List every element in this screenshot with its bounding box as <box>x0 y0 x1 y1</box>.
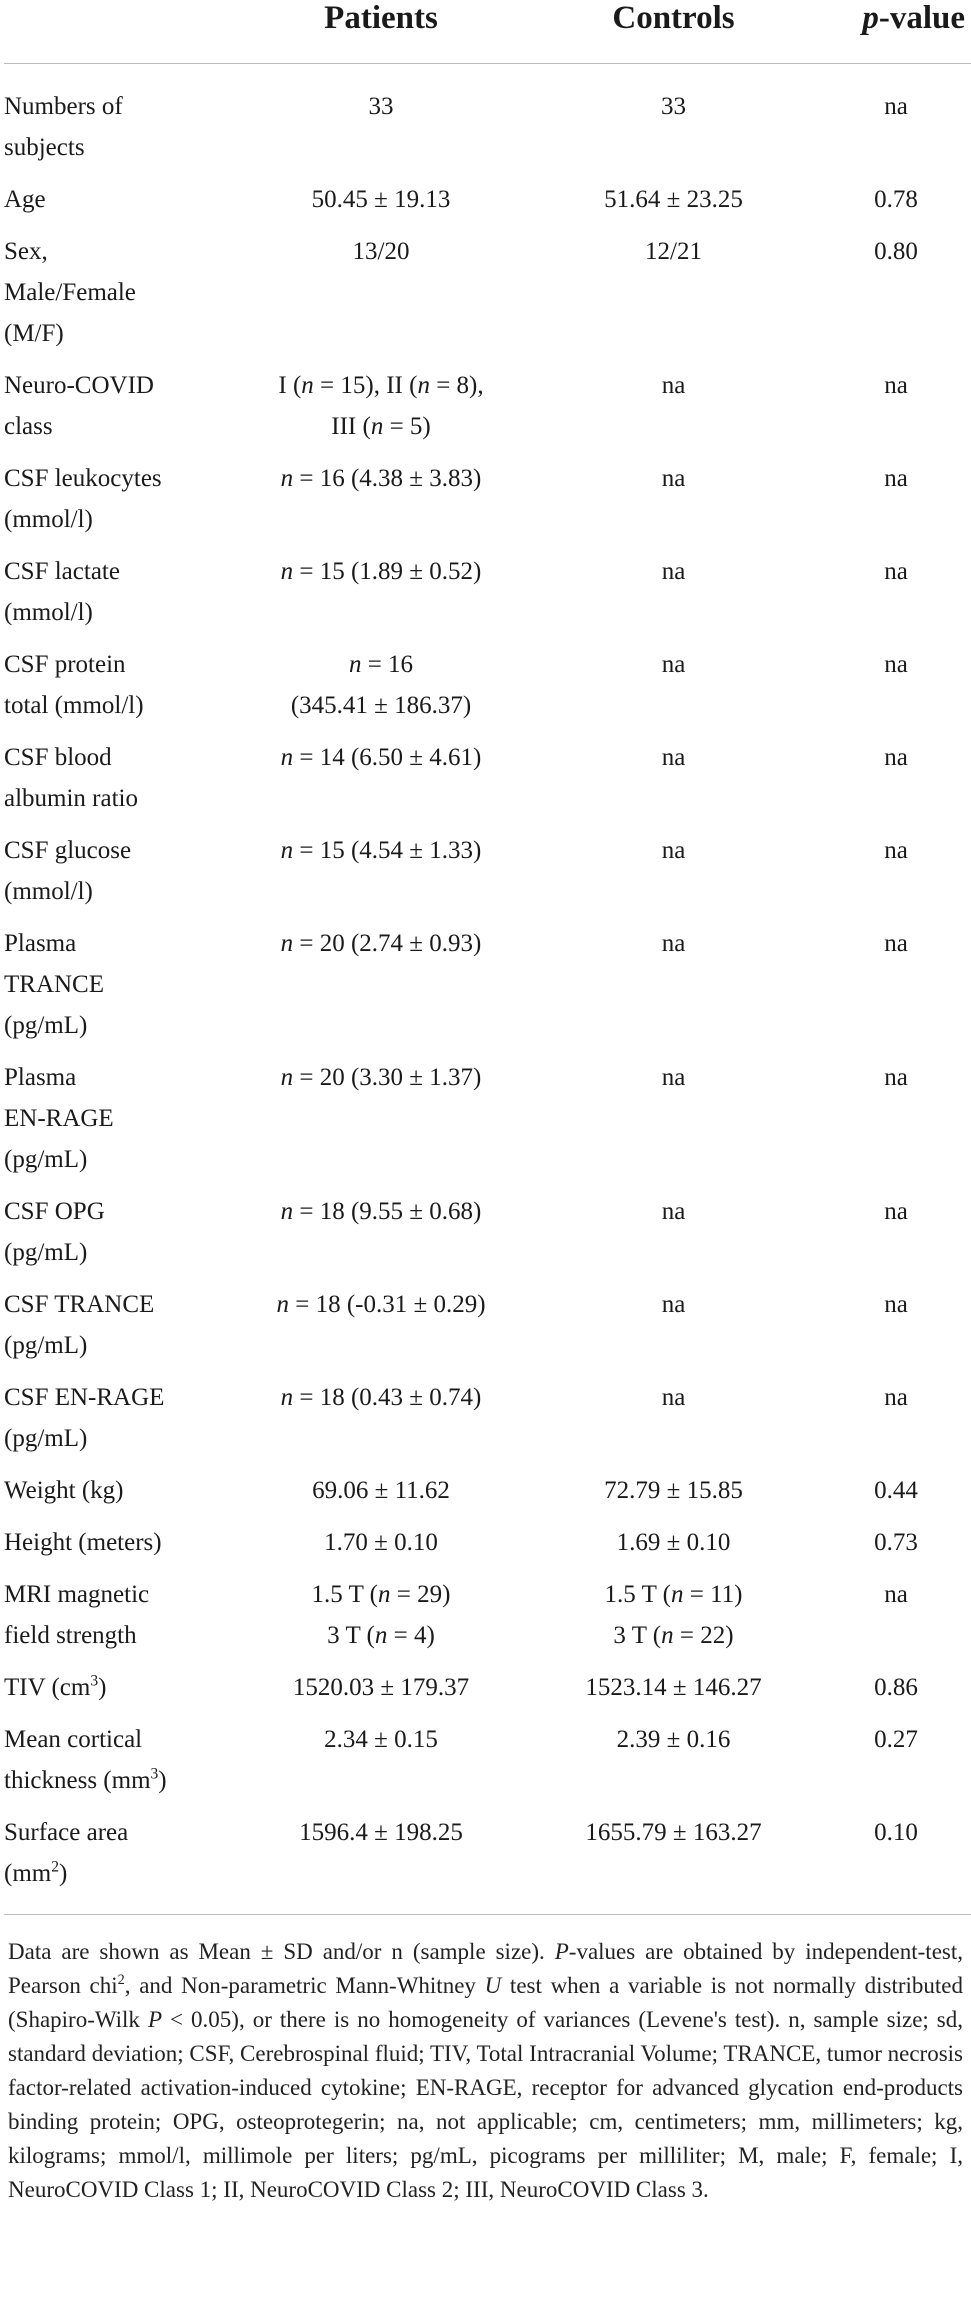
row-label <box>4 179 236 231</box>
table-row <box>4 365 971 458</box>
patients-value <box>236 1522 526 1574</box>
row-label <box>4 830 236 923</box>
patients-value <box>236 458 526 551</box>
header-variable <box>4 0 236 64</box>
controls-value <box>526 1191 821 1284</box>
p-value: na <box>884 744 908 771</box>
row-label-line: CSF glucose <box>4 837 132 864</box>
patients-value-line: n = 15 (4.54 ± 1.33) <box>280 837 482 864</box>
footnote-p2-italic: P <box>147 2007 163 2032</box>
row-label-line: EN-RAGE <box>4 1105 114 1132</box>
controls-value <box>526 923 821 1057</box>
row-label <box>4 1191 236 1284</box>
row-label-line: TRANCE <box>4 971 104 998</box>
superscript: 3 <box>90 1672 99 1690</box>
n-symbol: n <box>348 651 362 678</box>
patients-value <box>236 231 526 365</box>
controls-value-line: 1.69 ± 0.10 <box>616 1529 731 1556</box>
controls-value-line: 51.64 ± 23.25 <box>604 186 743 213</box>
table-row <box>4 231 971 365</box>
patients-value-line: 33 <box>368 93 394 120</box>
table-row <box>4 1057 971 1191</box>
table-body <box>4 64 971 1915</box>
controls-value <box>526 365 821 458</box>
footnote-part-8: < 0.05), or there is no homogeneity of variances (Levene's test). n, sample size; sd, standard deviation; CSF, Cerebrospinal fluid; TIV, Total Intracranial Volume; TRANCE, tumor necrosis factor-related activation-induced cytokine; EN-RAGE, receptor for advanced glycation end-products binding protein; OPG, osteoprotegerin; na, not applicable; cm, centimeters; mm, millimeters; kg, kilograms; mmol/l, millimole per liters; pg/mL, picograms per milliliter; M, male; F, female; I, NeuroCOVID Class 1; II, NeuroCOVID Class 2; III, NeuroCOVID Class 3. <box>8 2007 964 2202</box>
p-value: 0.78 <box>874 186 918 213</box>
footnote-u-italic: U <box>484 1973 502 1998</box>
patients-value <box>236 1470 526 1522</box>
controls-value <box>526 737 821 830</box>
controls-value-line: na <box>661 465 686 492</box>
patients-value-line: 3 T (n = 4) <box>327 1622 435 1649</box>
n-symbol: n <box>280 837 294 864</box>
row-label-line: CSF blood <box>4 744 112 771</box>
row-label-line: Plasma <box>4 930 77 957</box>
p-value: na <box>884 930 908 957</box>
row-label-line: CSF protein <box>4 651 126 678</box>
row-label-line: Surface area <box>4 1819 129 1846</box>
footnote-part-1: Data are shown as Mean ± SD and/or n (sample size). <box>8 1939 555 1964</box>
controls-value-line: na <box>661 558 686 585</box>
patients-value-line: 69.06 ± 11.62 <box>312 1477 450 1504</box>
patients-value <box>236 644 526 737</box>
table-row <box>4 1812 971 1915</box>
controls-value-line: na <box>661 744 686 771</box>
table-row <box>4 830 971 923</box>
patients-value-line: 1596.4 ± 198.25 <box>299 1819 463 1846</box>
patients-value <box>236 1057 526 1191</box>
patients-value-line: 1.70 ± 0.10 <box>324 1529 438 1556</box>
row-label-line: CSF EN-RAGE <box>4 1384 165 1411</box>
row-label <box>4 458 236 551</box>
table-row <box>4 458 971 551</box>
patients-value-line: n = 20 (2.74 ± 0.93) <box>280 930 482 957</box>
table-row <box>4 1470 971 1522</box>
row-label-line: Mean cortical <box>4 1726 143 1753</box>
footnote-part-4: , and Non-parametric Mann-Whitney <box>124 1973 485 1998</box>
controls-value-line: na <box>661 1064 686 1091</box>
header-p-value <box>821 0 971 64</box>
header-controls: Controls <box>526 0 821 64</box>
row-label-line: Numbers of <box>4 93 123 120</box>
row-label-line: (pg/mL) <box>4 1146 88 1173</box>
row-label-line: subjects <box>4 134 85 161</box>
row-label <box>4 64 236 180</box>
controls-value-line: 33 <box>661 93 686 120</box>
p-value: na <box>884 1198 908 1225</box>
controls-value <box>526 1057 821 1191</box>
controls-value <box>526 1470 821 1522</box>
n-symbol: n <box>301 372 314 399</box>
row-label-line: (mmol/l) <box>4 599 93 626</box>
controls-value <box>526 551 821 644</box>
n-symbol: n <box>280 1064 294 1091</box>
row-label-line: (mmol/l) <box>4 878 93 905</box>
patients-value-line: 1.5 T (n = 29) <box>311 1581 451 1608</box>
table-row <box>4 1719 971 1812</box>
patients-value-line: n = 20 (3.30 ± 1.37) <box>280 1064 482 1091</box>
row-label-line: class <box>4 413 53 440</box>
p-value: na <box>884 465 908 492</box>
row-label-line: (M/F) <box>4 320 64 347</box>
row-label-line: (pg/mL) <box>4 1239 88 1266</box>
controls-value-line: 1.5 T (n = 11) <box>604 1581 743 1608</box>
controls-value-line: na <box>661 651 686 678</box>
n-symbol: n <box>661 1622 674 1649</box>
footnote-chi-sup: 2 <box>117 1972 125 1989</box>
patients-value <box>236 923 526 1057</box>
p-value: na <box>884 1384 908 1411</box>
controls-value-line: 2.39 ± 0.16 <box>616 1726 731 1753</box>
row-label <box>4 1284 236 1377</box>
patients-value <box>236 1812 526 1915</box>
p-value: 0.27 <box>874 1726 918 1753</box>
controls-value-line: na <box>661 372 686 399</box>
row-label-line: field strength <box>4 1622 137 1649</box>
n-symbol: n <box>276 1291 289 1318</box>
row-label-line: CSF leukocytes <box>4 465 162 492</box>
controls-value-line: 3 T (n = 22) <box>613 1622 734 1649</box>
row-label <box>4 551 236 644</box>
row-label <box>4 923 236 1057</box>
patients-value-line: n = 16 <box>348 651 414 678</box>
p-value: 0.80 <box>874 238 918 265</box>
table-header-row <box>4 0 971 64</box>
n-symbol: n <box>280 930 294 957</box>
p-value: na <box>884 1581 908 1608</box>
patients-value-line: 2.34 ± 0.15 <box>324 1726 438 1753</box>
table-footnote <box>8 1935 963 2207</box>
row-label-line: Age <box>4 186 46 213</box>
patients-value <box>236 1574 526 1667</box>
p-value: 0.86 <box>874 1674 918 1701</box>
patients-value-line: n = 14 (6.50 ± 4.61) <box>280 744 482 771</box>
controls-value-line: na <box>661 837 686 864</box>
patients-value <box>236 551 526 644</box>
controls-value-line: 1655.79 ± 163.27 <box>585 1819 762 1846</box>
table-row <box>4 1377 971 1470</box>
header-patients: Patients <box>236 0 526 64</box>
row-label-line: (mmol/l) <box>4 506 93 533</box>
row-label-line: CSF TRANCE <box>4 1291 155 1318</box>
p-value: 0.10 <box>821 1812 971 1915</box>
row-label <box>4 1574 236 1667</box>
n-symbol: n <box>670 1581 684 1608</box>
patients-value-line: n = 18 (0.43 ± 0.74) <box>280 1384 482 1411</box>
controls-value <box>526 64 821 180</box>
controls-value-line: na <box>661 930 686 957</box>
controls-value <box>526 1522 821 1574</box>
controls-value <box>526 1719 821 1812</box>
n-symbol: n <box>280 1198 294 1225</box>
patients-value-line: 13/20 <box>352 238 410 265</box>
patients-value <box>236 1667 526 1719</box>
n-symbol: n <box>280 465 294 492</box>
header-p-italic: p <box>862 0 879 36</box>
row-label-line: CSF lactate <box>4 558 120 585</box>
row-label-line: total (mmol/l) <box>4 692 144 719</box>
n-symbol: n <box>417 372 430 399</box>
row-label-line: $(mm^2)$ <box>4 1858 68 1887</box>
patients-value <box>236 1284 526 1377</box>
characteristics-table <box>4 0 971 1915</box>
table-row <box>4 644 971 737</box>
row-label <box>4 1719 236 1812</box>
p-value: na <box>884 372 908 399</box>
patients-value-line: n = 18 (-0.31 ± 0.29) <box>276 1291 486 1318</box>
n-symbol: n <box>374 1622 388 1649</box>
footnote-part-3: -values are obtained by independent-test, Pearson chi <box>8 1939 963 1998</box>
table-row <box>4 923 971 1057</box>
p-value: na <box>884 1291 908 1318</box>
controls-value <box>526 1812 821 1915</box>
patients-value <box>236 365 526 458</box>
n-symbol: n <box>280 744 294 771</box>
controls-value <box>526 179 821 231</box>
row-label-line: Sex, <box>4 238 48 265</box>
row-label-line: TIV $(cm^3)$ <box>4 1672 107 1701</box>
patients-value <box>236 1719 526 1812</box>
table-row <box>4 64 971 180</box>
controls-value <box>526 458 821 551</box>
row-label <box>4 1377 236 1470</box>
row-label-line: (pg/mL) <box>4 1332 88 1359</box>
header-p-rest: -value <box>878 0 965 36</box>
table-row <box>4 1574 971 1667</box>
row-label-line: thickness $(mm^3)$ <box>4 1765 167 1794</box>
patients-value <box>236 179 526 231</box>
controls-value-line: 12/21 <box>645 238 702 265</box>
row-label-line: MRI magnetic <box>4 1581 150 1608</box>
patients-value-line: I (n = 15), II (n = 8), <box>278 372 484 399</box>
table-row <box>4 551 971 644</box>
n-symbol: n <box>370 413 384 440</box>
row-label <box>4 231 236 365</box>
patients-value <box>236 64 526 180</box>
row-label <box>4 365 236 458</box>
footnote-part-6: test when a variable is not normally distributed (Shapiro-Wilk <box>8 1973 963 2032</box>
row-label <box>4 1667 236 1719</box>
row-label-line: Height (meters) <box>4 1529 162 1556</box>
patients-value-line: n = 16 (4.38 ± 3.83) <box>280 465 482 492</box>
controls-value-line: 72.79 ± 15.85 <box>604 1477 743 1504</box>
patients-value-line: n = 18 (9.55 ± 0.68) <box>280 1198 482 1225</box>
patients-value <box>236 1191 526 1284</box>
row-label-line: (pg/mL) <box>4 1012 88 1039</box>
p-value: na <box>884 651 908 678</box>
p-value: na <box>884 837 908 864</box>
row-label <box>4 1522 236 1574</box>
patients-value-line: 1520.03 ± 179.37 <box>292 1674 470 1701</box>
table-row <box>4 1284 971 1377</box>
p-value: na <box>884 558 908 585</box>
patients-value <box>236 1377 526 1470</box>
n-symbol: n <box>378 1581 391 1608</box>
controls-value <box>526 644 821 737</box>
patients-value-line: 50.45 ± 19.13 <box>311 186 451 213</box>
superscript: 3 <box>150 1765 159 1783</box>
row-label <box>4 737 236 830</box>
table-row <box>4 737 971 830</box>
controls-value <box>526 830 821 923</box>
row-label <box>4 1470 236 1522</box>
row-label-line: CSF OPG <box>4 1198 105 1225</box>
controls-value-line: na <box>661 1198 686 1225</box>
p-value: 0.73 <box>874 1529 918 1556</box>
row-label <box>4 644 236 737</box>
table-row <box>4 1522 971 1574</box>
controls-value-line: na <box>661 1384 686 1411</box>
p-value: 0.44 <box>874 1477 918 1504</box>
controls-value <box>526 1667 821 1719</box>
patients-value-line: III (n = 5) <box>331 413 431 440</box>
table-row <box>4 1191 971 1284</box>
patients-value-line: (345.41 ± 186.37) <box>290 692 472 719</box>
controls-value-line: na <box>661 1291 686 1318</box>
row-label <box>4 1057 236 1191</box>
controls-value <box>526 1574 821 1667</box>
table-row <box>4 179 971 231</box>
row-label-line: albumin ratio <box>4 785 138 812</box>
table-row <box>4 1667 971 1719</box>
row-label-line: Plasma <box>4 1064 77 1091</box>
p-value: na <box>884 93 908 120</box>
footnote-p-italic: P <box>554 1939 569 1964</box>
patients-value-line: n = 15 (1.89 ± 0.52) <box>280 558 482 585</box>
patients-value <box>236 830 526 923</box>
p-value: na <box>884 1064 908 1091</box>
patients-value <box>236 737 526 830</box>
controls-value <box>526 231 821 365</box>
row-label-line: Neuro-COVID <box>4 372 154 399</box>
controls-value-line: 1523.14 ± 146.27 <box>585 1674 762 1701</box>
superscript: 2 <box>51 1858 59 1876</box>
row-label-line: (pg/mL) <box>4 1425 88 1452</box>
controls-value <box>526 1284 821 1377</box>
n-symbol: n <box>280 558 294 585</box>
controls-value <box>526 1377 821 1470</box>
row-label-line: Male/Female <box>4 279 136 306</box>
n-symbol: n <box>280 1384 294 1411</box>
row-label <box>4 1812 236 1915</box>
row-label-line: Weight (kg) <box>4 1477 124 1504</box>
